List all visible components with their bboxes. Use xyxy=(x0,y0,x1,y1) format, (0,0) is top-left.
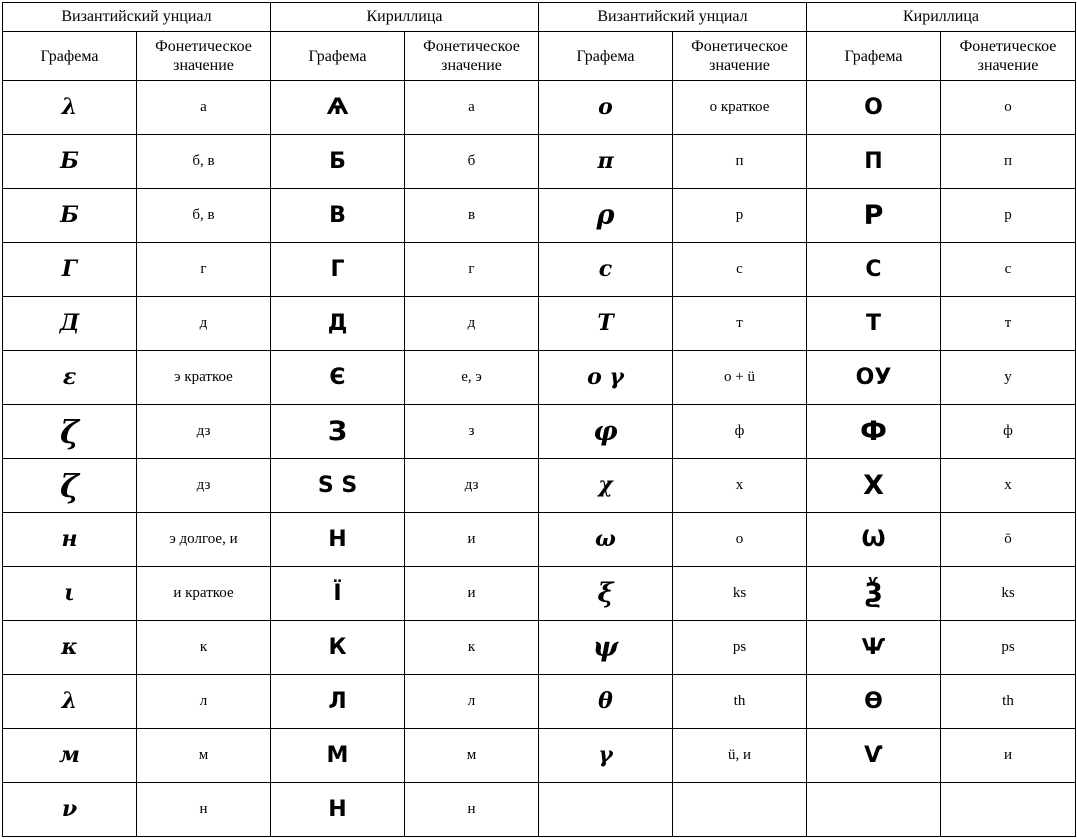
cyrillic-grapheme-cell xyxy=(271,729,405,783)
byzantine-grapheme-cell xyxy=(3,405,137,459)
byzantine-grapheme: κ xyxy=(61,634,78,660)
cyrillic-grapheme-cell xyxy=(271,513,405,567)
cyrillic-grapheme-cell xyxy=(807,81,941,135)
cyrillic-phonetic-cell: л xyxy=(405,675,539,729)
byzantine-grapheme-cell xyxy=(3,621,137,675)
byzantine-grapheme: н xyxy=(61,526,78,552)
byzantine-grapheme: Б xyxy=(60,148,79,174)
cyrillic-grapheme-cell xyxy=(807,189,941,243)
cyrillic-grapheme-cell xyxy=(807,513,941,567)
cyrillic-grapheme-cell xyxy=(271,81,405,135)
byzantine-grapheme: λ xyxy=(61,94,78,120)
cyrillic-phonetic-cell: с xyxy=(941,243,1076,297)
byzantine-phonetic-cell: м xyxy=(137,729,271,783)
byzantine-grapheme: Г xyxy=(61,256,78,282)
cyrillic-phonetic-cell: ps xyxy=(941,621,1076,675)
byzantine-phonetic-cell xyxy=(673,783,807,837)
byzantine-phonetic-cell: х xyxy=(673,459,807,513)
cyrillic-phonetic-cell: г xyxy=(405,243,539,297)
cyrillic-phonetic-cell: ks xyxy=(941,567,1076,621)
header-phonetic: Фонетическое значение xyxy=(137,32,271,81)
byzantine-phonetic-cell: э краткое xyxy=(137,351,271,405)
byzantine-grapheme-cell xyxy=(3,513,137,567)
cyrillic-grapheme-cell xyxy=(807,459,941,513)
header-row-subcolumns xyxy=(3,32,1076,81)
cyrillic-phonetic-cell: т xyxy=(941,297,1076,351)
byzantine-grapheme: ζ xyxy=(60,412,79,451)
cyrillic-grapheme-cell xyxy=(807,405,941,459)
cyrillic-grapheme: Н xyxy=(328,796,347,822)
byzantine-grapheme-cell xyxy=(539,459,673,513)
cyrillic-grapheme-cell xyxy=(271,567,405,621)
cyrillic-phonetic-cell: в xyxy=(405,189,539,243)
cyrillic-grapheme: Р xyxy=(863,200,884,231)
cyrillic-phonetic-cell: м xyxy=(405,729,539,783)
header-byzantine-2: Византийский унциал xyxy=(539,3,807,32)
cyrillic-grapheme: Ѳ xyxy=(864,688,883,714)
byzantine-grapheme: λ xyxy=(61,688,78,714)
cyrillic-grapheme: Г xyxy=(330,256,345,282)
cyrillic-grapheme-cell xyxy=(271,189,405,243)
byzantine-grapheme-cell xyxy=(539,81,673,135)
byzantine-phonetic-cell: л xyxy=(137,675,271,729)
byzantine-grapheme-cell xyxy=(3,783,137,837)
cyrillic-grapheme: ОУ xyxy=(855,364,892,390)
cyrillic-grapheme: Ѕ Ѕ xyxy=(317,472,358,498)
byzantine-phonetic-cell: ü, и xyxy=(673,729,807,783)
byzantine-grapheme: Д xyxy=(59,310,80,336)
byzantine-grapheme-cell xyxy=(539,135,673,189)
byzantine-phonetic-cell: б, в xyxy=(137,189,271,243)
byzantine-grapheme-cell xyxy=(3,351,137,405)
byzantine-phonetic-cell: р xyxy=(673,189,807,243)
cyrillic-grapheme-cell xyxy=(271,135,405,189)
cyrillic-phonetic-cell: и xyxy=(941,729,1076,783)
byzantine-grapheme: ζ xyxy=(60,466,79,505)
byzantine-phonetic-cell: ф xyxy=(673,405,807,459)
cyrillic-grapheme: Т xyxy=(865,310,881,336)
cyrillic-grapheme-cell xyxy=(271,351,405,405)
byzantine-phonetic-cell: д xyxy=(137,297,271,351)
cyrillic-grapheme: Ѱ xyxy=(861,634,886,660)
alphabet-comparison-table xyxy=(2,2,1076,837)
table-row xyxy=(3,567,1076,621)
cyrillic-grapheme: З xyxy=(327,416,348,447)
header-phonetic: Фонетическое значение xyxy=(941,32,1076,81)
cyrillic-phonetic-cell: ō xyxy=(941,513,1076,567)
header-grapheme: Графема xyxy=(539,32,673,81)
byzantine-grapheme-cell xyxy=(539,243,673,297)
cyrillic-grapheme: Н xyxy=(328,526,347,552)
byzantine-grapheme-cell xyxy=(3,675,137,729)
byzantine-grapheme: ι xyxy=(64,580,75,606)
byzantine-phonetic-cell: к xyxy=(137,621,271,675)
byzantine-phonetic-cell: th xyxy=(673,675,807,729)
byzantine-grapheme-cell xyxy=(3,729,137,783)
table-row xyxy=(3,459,1076,513)
table-row xyxy=(3,297,1076,351)
cyrillic-grapheme: Ѵ xyxy=(864,742,883,768)
cyrillic-grapheme-cell xyxy=(271,675,405,729)
byzantine-grapheme-cell xyxy=(539,297,673,351)
byzantine-phonetic-cell: г xyxy=(137,243,271,297)
byzantine-phonetic-cell: ps xyxy=(673,621,807,675)
cyrillic-phonetic-cell: е, э xyxy=(405,351,539,405)
byzantine-grapheme-cell xyxy=(539,729,673,783)
byzantine-phonetic-cell: н xyxy=(137,783,271,837)
cyrillic-grapheme-cell xyxy=(271,297,405,351)
cyrillic-grapheme: М xyxy=(326,742,349,768)
byzantine-grapheme-cell xyxy=(539,675,673,729)
table-row xyxy=(3,783,1076,837)
cyrillic-grapheme: Б xyxy=(329,148,346,174)
table-row xyxy=(3,405,1076,459)
cyrillic-phonetic-cell: дз xyxy=(405,459,539,513)
byzantine-grapheme: ϲ xyxy=(598,256,613,282)
byzantine-grapheme-cell xyxy=(539,567,673,621)
cyrillic-grapheme: К xyxy=(328,634,347,660)
header-cyrillic-1: Кириллица xyxy=(271,3,539,32)
header-grapheme: Графема xyxy=(807,32,941,81)
byzantine-phonetic-cell: а xyxy=(137,81,271,135)
byzantine-grapheme: θ xyxy=(598,688,613,714)
byzantine-grapheme: Т xyxy=(597,310,614,336)
cyrillic-grapheme-cell xyxy=(271,621,405,675)
byzantine-phonetic-cell: о + ü xyxy=(673,351,807,405)
cyrillic-phonetic-cell: х xyxy=(941,459,1076,513)
byzantine-phonetic-cell: с xyxy=(673,243,807,297)
cyrillic-phonetic-cell: ф xyxy=(941,405,1076,459)
byzantine-grapheme-cell xyxy=(539,513,673,567)
byzantine-grapheme: π xyxy=(597,148,614,174)
cyrillic-phonetic-cell: к xyxy=(405,621,539,675)
cyrillic-grapheme-cell xyxy=(807,675,941,729)
byzantine-grapheme: φ xyxy=(593,416,618,447)
cyrillic-phonetic-cell: у xyxy=(941,351,1076,405)
cyrillic-grapheme: Є xyxy=(329,364,346,390)
cyrillic-grapheme-cell xyxy=(807,243,941,297)
cyrillic-grapheme: Ї xyxy=(333,580,342,606)
byzantine-grapheme-cell xyxy=(539,783,673,837)
cyrillic-phonetic-cell: д xyxy=(405,297,539,351)
byzantine-grapheme: ε xyxy=(62,364,77,390)
byzantine-phonetic-cell: ks xyxy=(673,567,807,621)
cyrillic-grapheme-cell xyxy=(271,243,405,297)
table-row xyxy=(3,513,1076,567)
cyrillic-grapheme: В xyxy=(329,202,346,228)
cyrillic-grapheme-cell xyxy=(807,135,941,189)
cyrillic-grapheme-cell xyxy=(807,297,941,351)
cyrillic-grapheme: Ѯ xyxy=(864,578,883,609)
cyrillic-grapheme-cell xyxy=(271,783,405,837)
byzantine-phonetic-cell: дз xyxy=(137,459,271,513)
table-row xyxy=(3,351,1076,405)
byzantine-phonetic-cell: о xyxy=(673,513,807,567)
cyrillic-phonetic-cell: р xyxy=(941,189,1076,243)
table-row xyxy=(3,81,1076,135)
cyrillic-grapheme: П xyxy=(864,148,883,174)
table-row xyxy=(3,621,1076,675)
byzantine-grapheme-cell xyxy=(3,243,137,297)
byzantine-grapheme-cell xyxy=(3,81,137,135)
cyrillic-phonetic-cell: н xyxy=(405,783,539,837)
cyrillic-grapheme: Д xyxy=(327,310,348,336)
byzantine-grapheme: ρ xyxy=(596,200,615,231)
header-phonetic: Фонетическое значение xyxy=(673,32,807,81)
cyrillic-phonetic-cell: и xyxy=(405,567,539,621)
cyrillic-grapheme: О xyxy=(864,94,883,120)
cyrillic-grapheme-cell xyxy=(807,783,941,837)
byzantine-phonetic-cell: о краткое xyxy=(673,81,807,135)
cyrillic-grapheme: Ѡ xyxy=(861,526,886,552)
header-grapheme: Графема xyxy=(3,32,137,81)
cyrillic-grapheme: Л xyxy=(328,688,347,714)
cyrillic-phonetic-cell: th xyxy=(941,675,1076,729)
byzantine-phonetic-cell: т xyxy=(673,297,807,351)
table-row xyxy=(3,243,1076,297)
byzantine-grapheme-cell xyxy=(3,135,137,189)
cyrillic-grapheme-cell xyxy=(807,351,941,405)
cyrillic-grapheme: С xyxy=(865,256,882,282)
header-grapheme: Графема xyxy=(271,32,405,81)
byzantine-phonetic-cell: п xyxy=(673,135,807,189)
cyrillic-grapheme-cell xyxy=(807,729,941,783)
table-row xyxy=(3,189,1076,243)
byzantine-grapheme-cell xyxy=(539,405,673,459)
cyrillic-phonetic-cell xyxy=(941,783,1076,837)
byzantine-grapheme: Б xyxy=(60,202,79,228)
cyrillic-phonetic-cell: а xyxy=(405,81,539,135)
header-row-groups xyxy=(3,3,1076,32)
byzantine-phonetic-cell: и краткое xyxy=(137,567,271,621)
cyrillic-grapheme: Ѧ xyxy=(326,94,349,120)
byzantine-grapheme-cell xyxy=(3,297,137,351)
cyrillic-grapheme: Х xyxy=(863,470,884,501)
byzantine-phonetic-cell: б, в xyxy=(137,135,271,189)
table-row xyxy=(3,675,1076,729)
cyrillic-phonetic-cell: б xyxy=(405,135,539,189)
byzantine-grapheme: γ xyxy=(598,742,613,768)
byzantine-grapheme: ξ xyxy=(597,578,614,609)
byzantine-grapheme: ω xyxy=(595,526,616,552)
byzantine-grapheme-cell xyxy=(3,459,137,513)
byzantine-phonetic-cell: дз xyxy=(137,405,271,459)
table-row xyxy=(3,729,1076,783)
cyrillic-grapheme-cell xyxy=(807,621,941,675)
cyrillic-phonetic-cell: и xyxy=(405,513,539,567)
cyrillic-grapheme-cell xyxy=(271,405,405,459)
cyrillic-grapheme: Ф xyxy=(860,416,887,447)
byzantine-grapheme: ο γ xyxy=(587,364,624,390)
byzantine-grapheme: м xyxy=(59,742,80,768)
byzantine-phonetic-cell: э долгое, и xyxy=(137,513,271,567)
cyrillic-phonetic-cell: п xyxy=(941,135,1076,189)
byzantine-grapheme-cell xyxy=(539,189,673,243)
cyrillic-phonetic-cell: о xyxy=(941,81,1076,135)
byzantine-grapheme: χ xyxy=(598,472,613,498)
byzantine-grapheme: ψ xyxy=(592,632,619,663)
byzantine-grapheme: ν xyxy=(61,796,78,822)
byzantine-grapheme-cell xyxy=(3,567,137,621)
byzantine-grapheme-cell xyxy=(539,351,673,405)
cyrillic-grapheme-cell xyxy=(807,567,941,621)
header-phonetic: Фонетическое значение xyxy=(405,32,539,81)
byzantine-grapheme-cell xyxy=(539,621,673,675)
byzantine-grapheme: ο xyxy=(598,94,613,120)
header-byzantine-1: Византийский унциал xyxy=(3,3,271,32)
cyrillic-phonetic-cell: з xyxy=(405,405,539,459)
cyrillic-grapheme-cell xyxy=(271,459,405,513)
header-cyrillic-2: Кириллица xyxy=(807,3,1076,32)
table-row xyxy=(3,135,1076,189)
byzantine-grapheme-cell xyxy=(3,189,137,243)
